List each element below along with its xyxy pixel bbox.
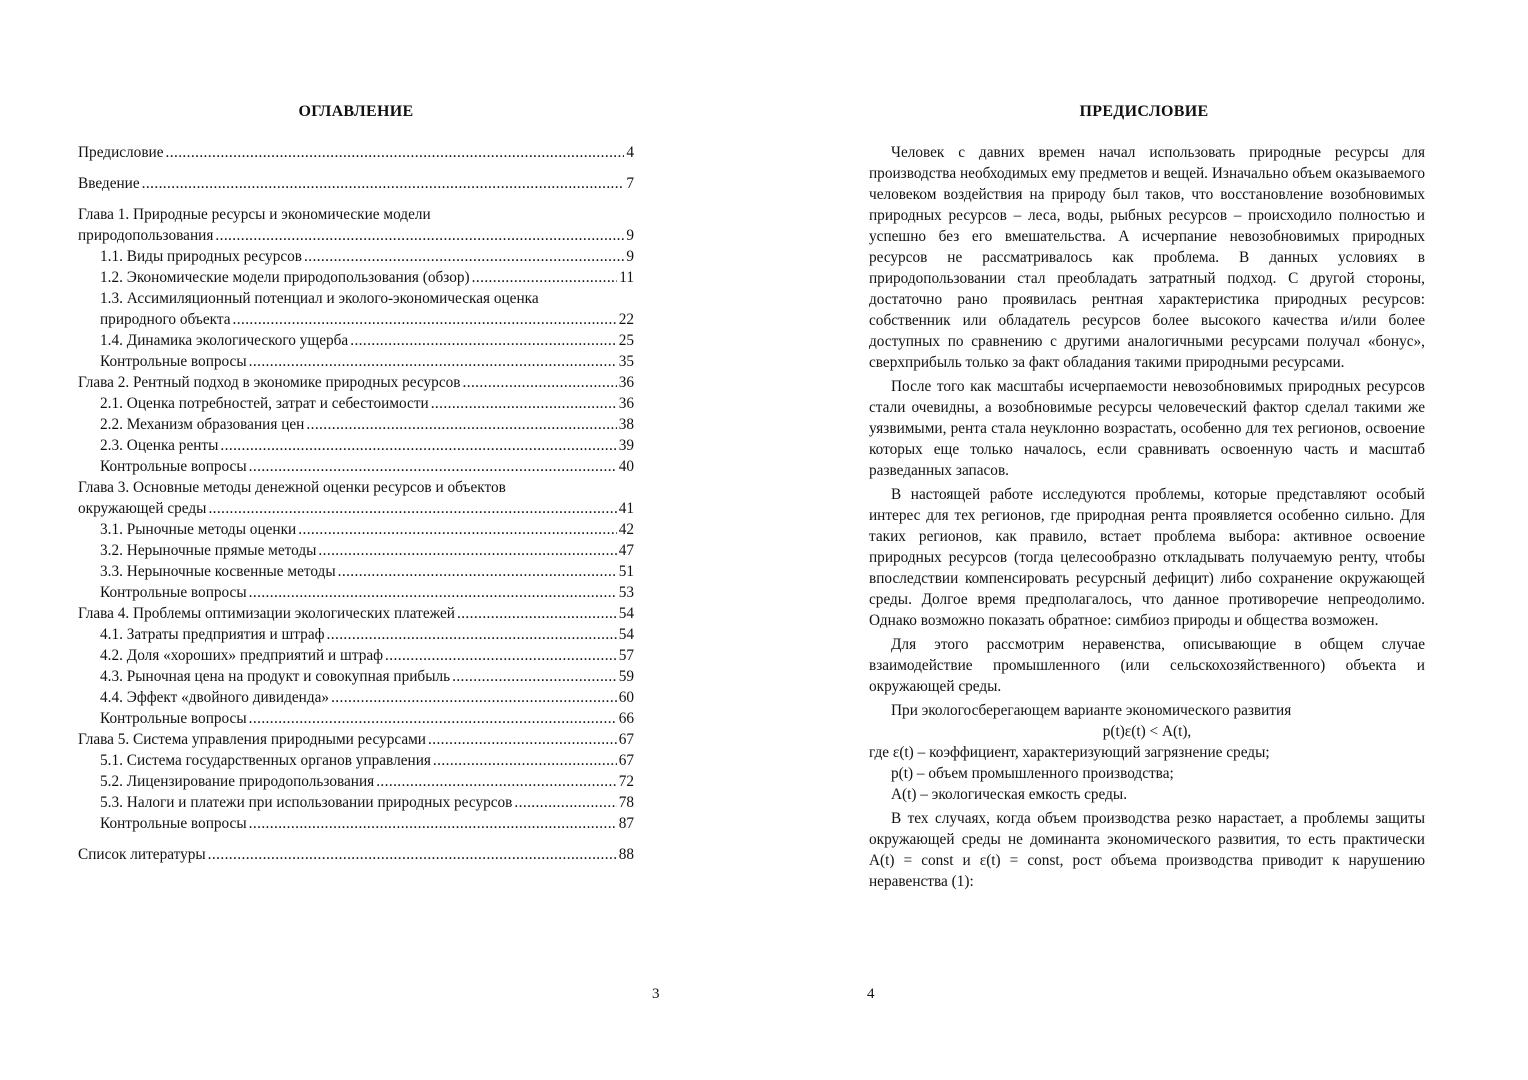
toc-heading-line: Глава 1. Природные ресурсы и экономические модели bbox=[78, 206, 431, 223]
toc-entry-title: Контрольные вопросы bbox=[100, 584, 247, 601]
toc-entry bbox=[78, 666, 634, 687]
toc-entry-page: 87 bbox=[618, 815, 634, 832]
toc-entry-page: 72 bbox=[618, 773, 634, 790]
toc-entry-title: Введение bbox=[78, 175, 140, 192]
toc-entry-page: 4 bbox=[626, 144, 634, 161]
toc-entry-title: Контрольные вопросы bbox=[100, 710, 247, 727]
toc-entry bbox=[78, 393, 634, 414]
toc-leader-dots bbox=[249, 351, 617, 372]
toc-title: ОГЛАВЛЕНИЕ bbox=[298, 103, 414, 120]
toc-leader-dots bbox=[463, 372, 617, 393]
toc-leader-dots bbox=[304, 246, 624, 267]
toc-entry-title: 5.3. Налоги и платежи при использовании природных ресурсов bbox=[100, 794, 513, 811]
page-number-right: 4 bbox=[867, 986, 875, 1002]
toc-entry-page: 36 bbox=[618, 395, 634, 412]
toc-leader-dots bbox=[385, 645, 617, 666]
toc-entry bbox=[78, 624, 634, 645]
toc-leader-dots bbox=[233, 309, 617, 330]
toc-entry-title: 5.2. Лицензирование природопользования bbox=[100, 773, 375, 790]
toc-entry-page: 78 bbox=[618, 794, 634, 811]
toc-entry-page: 11 bbox=[619, 269, 634, 286]
toc-entry bbox=[78, 603, 634, 624]
toc-entry-title: Глава 4. Проблемы оптимизации экологических платежей bbox=[78, 605, 455, 622]
toc-leader-dots bbox=[249, 456, 617, 477]
toc-entry-page: 54 bbox=[618, 605, 634, 622]
toc-entry-page: 42 bbox=[618, 521, 634, 538]
toc-entry bbox=[78, 540, 634, 561]
paragraph: p(t) – объем промышленного производства; bbox=[891, 765, 1174, 782]
toc-entry-page: 57 bbox=[618, 647, 634, 664]
toc-entry-page: 88 bbox=[618, 846, 634, 863]
toc-entry-page: 41 bbox=[618, 500, 634, 517]
toc-leader-dots bbox=[452, 666, 617, 687]
toc-gap bbox=[78, 163, 634, 173]
toc-entry-title: природного объекта bbox=[100, 311, 231, 328]
paragraph: После того как масштабы исчерпаемости невозобновимых природных ресурсов стали очевидны, а возобновимые ресурсы человеческий фактор сделал такими же уязвимыми, рента стала неуклонно возрастать, особенно для тех регионов, освоение которых еще только началось, если сравнивать освоенную часть и масштаб разведанных запасов. bbox=[869, 378, 1425, 479]
toc-entry bbox=[78, 414, 634, 435]
toc-entry bbox=[78, 561, 634, 582]
toc-leader-dots bbox=[350, 330, 616, 351]
toc-entry-title: Список литературы bbox=[78, 846, 206, 863]
toc-leader-dots bbox=[306, 414, 616, 435]
toc-leader-dots bbox=[514, 792, 616, 813]
toc-entry bbox=[78, 645, 634, 666]
toc-entry-title: 1.1. Виды природных ресурсов bbox=[100, 248, 303, 265]
toc-entry bbox=[78, 519, 634, 540]
toc-leader-dots bbox=[331, 687, 617, 708]
toc-entry-page: 47 bbox=[618, 542, 634, 559]
page-number-left: 3 bbox=[652, 986, 660, 1002]
toc-entry bbox=[78, 771, 634, 792]
toc-entry-page: 53 bbox=[618, 584, 634, 601]
toc-entry-title: Глава 5. Система управления природными ресурсами bbox=[78, 731, 426, 748]
paragraph: где ε(t) – коэффициент, характеризующий загрязнение среды; bbox=[869, 744, 1270, 761]
toc-leader-dots bbox=[457, 603, 617, 624]
toc-leader-dots bbox=[298, 519, 616, 540]
toc-entry-title: окружающей среды bbox=[78, 500, 207, 517]
toc-leader-dots bbox=[215, 225, 624, 246]
toc-leader-dots bbox=[166, 142, 625, 163]
toc-entry bbox=[78, 844, 634, 865]
toc-entry-page: 59 bbox=[618, 668, 634, 685]
foreword-title: ПРЕДИСЛОВИЕ bbox=[1079, 103, 1209, 120]
toc-entry-page: 9 bbox=[626, 248, 634, 265]
toc-entry-title: природопользования bbox=[78, 227, 214, 244]
toc-entry-page: 38 bbox=[618, 416, 634, 433]
toc-entry-page: 54 bbox=[618, 626, 634, 643]
toc-entry-title: 2.2. Механизм образования цен bbox=[100, 416, 305, 433]
toc-heading-line: 1.3. Ассимиляционный потенциал и эколого-экономическая оценка bbox=[100, 290, 539, 307]
toc-entry-page: 22 bbox=[618, 311, 634, 328]
toc-leader-dots bbox=[433, 750, 617, 771]
toc-entry bbox=[78, 173, 634, 194]
toc-leader-dots bbox=[376, 771, 617, 792]
toc-entry-title: 3.2. Нерыночные прямые методы bbox=[100, 542, 317, 559]
toc-leader-dots bbox=[249, 582, 617, 603]
toc-entry-title: Контрольные вопросы bbox=[100, 353, 247, 370]
toc-entry-page: 67 bbox=[618, 731, 634, 748]
toc-entry bbox=[78, 225, 634, 246]
paragraph: Человек с давних времен начал использовать природные ресурсы для производства необходимых ему предметов и вещей. Изначально объем оказываемого человеком воздействия на природу был таков, что восстановление возобновимых природных ресурсов – леса, воды, рыбных ресурсов – происходило полностью и успешно без его вмешательства. А исчерпание невозобновимых природных ресурсов не рассматривалось как проблема. В данных условиях в природопользовании стал преобладать затратный подход. С другой стороны, достаточно рано проявилась рентная характеристика природных ресурсов: собственник или обладатель ресурсов более высокого качества и/или более доступных по сравнению с другими аналогичными ресурсами получал «бонус», сверхприбыль только за факт обладания такими природными ресурсами. bbox=[869, 144, 1425, 371]
toc-entry bbox=[78, 687, 634, 708]
toc-entry-title: 1.2. Экономические модели природопользования (обзор) bbox=[100, 269, 470, 286]
toc-entry bbox=[78, 582, 634, 603]
toc-leader-dots bbox=[318, 540, 616, 561]
toc-entry-title: Контрольные вопросы bbox=[100, 815, 247, 832]
toc-leader-dots bbox=[338, 561, 617, 582]
toc-entry-title: Контрольные вопросы bbox=[100, 458, 247, 475]
toc-entry-title: 4.4. Эффект «двойного дивиденда» bbox=[100, 689, 330, 706]
toc-leader-dots bbox=[327, 624, 617, 645]
toc-entry-page: 25 bbox=[618, 332, 634, 349]
toc-entry bbox=[78, 267, 634, 288]
toc-entry-page: 39 bbox=[618, 437, 634, 454]
toc-entry bbox=[78, 498, 634, 519]
paragraph: В настоящей работе исследуются проблемы, которые представляют особый интерес для тех регионов, где природная рента проявляется особенно сильно. Для таких регионов, как правило, встает проблема выбора: активное освоение природных ресурсов (тогда целесообразно откладывать получаемую ренту, чтобы впоследствии компенсировать ресурсный дефицит) либо сохранение окружающей среды. Долгое время предполагалось, что данное противоречие непреодолимо. Однако возможно показать обратное: симбиоз природы и общества возможен. bbox=[869, 486, 1425, 629]
toc-entry-title: 3.3. Нерыночные косвенные методы bbox=[100, 563, 336, 580]
toc-leader-dots bbox=[220, 435, 616, 456]
toc-entry-title: 4.2. Доля «хороших» предприятий и штраф bbox=[100, 647, 384, 664]
toc-leader-dots bbox=[431, 393, 617, 414]
toc-entry-page: 36 bbox=[618, 374, 634, 391]
toc-entry-page: 9 bbox=[626, 227, 634, 244]
formula: p(t)ε(t) < A(t), bbox=[1102, 723, 1192, 740]
toc-leader-dots bbox=[142, 173, 625, 194]
toc-entry bbox=[78, 330, 634, 351]
toc-entry bbox=[78, 309, 634, 330]
toc-entry-title: 2.3. Оценка ренты bbox=[100, 437, 219, 454]
toc-entry bbox=[78, 142, 634, 163]
paragraph: A(t) – экологическая емкость среды. bbox=[891, 786, 1128, 803]
table-of-contents bbox=[78, 142, 634, 865]
toc-entry bbox=[78, 246, 634, 267]
toc-entry bbox=[78, 351, 634, 372]
toc-entry-title: 4.3. Рыночная цена на продукт и совокупная прибыль bbox=[100, 668, 451, 685]
toc-entry-title: 2.1. Оценка потребностей, затрат и себестоимости bbox=[100, 395, 429, 412]
toc-leader-dots bbox=[428, 729, 617, 750]
toc-entry bbox=[78, 435, 634, 456]
toc-leader-dots bbox=[249, 813, 617, 834]
toc-entry-page: 7 bbox=[626, 175, 634, 192]
toc-entry-page: 60 bbox=[618, 689, 634, 706]
toc-heading-line: Глава 3. Основные методы денежной оценки ресурсов и объектов bbox=[78, 479, 506, 496]
toc-entry-title: Предисловие bbox=[78, 144, 164, 161]
toc-entry-page: 35 bbox=[618, 353, 634, 370]
toc-leader-dots bbox=[249, 708, 617, 729]
toc-leader-dots bbox=[208, 844, 617, 865]
toc-entry-title: 4.1. Затраты предприятия и штраф bbox=[100, 626, 325, 643]
toc-entry-page: 67 bbox=[618, 752, 634, 769]
toc-entry bbox=[78, 792, 634, 813]
right-page bbox=[764, 0, 1528, 1080]
toc-entry-page: 51 bbox=[618, 563, 634, 580]
foreword-text bbox=[869, 142, 1425, 892]
toc-entry bbox=[78, 456, 634, 477]
paragraph: Для этого рассмотрим неравенства, описывающие в общем случае взаимодействие промышленного (или сельскохозяйственного) объекта и окружающей среды. bbox=[869, 636, 1425, 695]
toc-entry-title: Глава 2. Рентный подход в экономике природных ресурсов bbox=[78, 374, 461, 391]
paragraph: В тех случаях, когда объем производства резко нарастает, а проблемы защиты окружающей среды не доминанта экономического развития, то есть практически A(t) = const и ε(t) = const, рост объема производства приводит к нарушению неравенства (1): bbox=[869, 810, 1425, 890]
toc-gap bbox=[78, 834, 634, 844]
toc-entry-title: 1.4. Динамика экологического ущерба bbox=[100, 332, 349, 349]
toc-entry-page: 66 bbox=[618, 710, 634, 727]
toc-leader-dots bbox=[208, 498, 616, 519]
toc-entry bbox=[78, 372, 634, 393]
toc-leader-dots bbox=[472, 267, 618, 288]
toc-entry bbox=[78, 750, 634, 771]
toc-entry bbox=[78, 708, 634, 729]
toc-entry-title: 5.1. Система государственных органов управления bbox=[100, 752, 431, 769]
toc-entry-title: 3.1. Рыночные методы оценки bbox=[100, 521, 297, 538]
toc-entry bbox=[78, 729, 634, 750]
toc-entry-page: 40 bbox=[618, 458, 634, 475]
toc-gap bbox=[78, 194, 634, 204]
toc-entry bbox=[78, 813, 634, 834]
paragraph: При экологосберегающем варианте экономического развития bbox=[891, 702, 1292, 719]
